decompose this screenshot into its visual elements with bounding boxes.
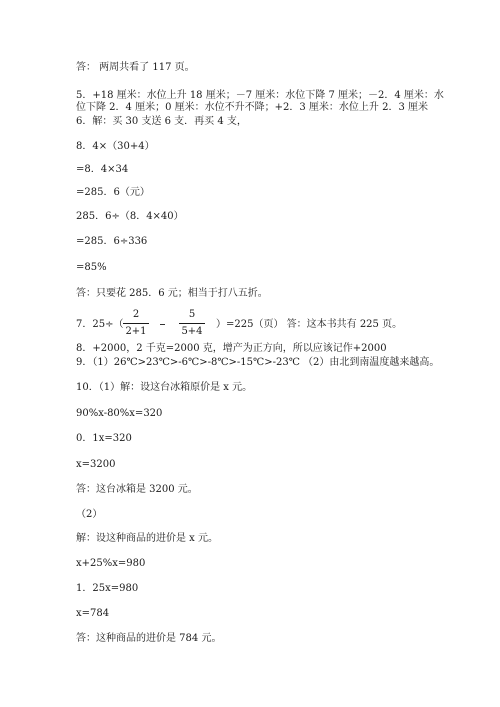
calc-step: 90%x-80%x=320 [76,408,163,419]
calc-step: =285．6（元） [76,187,150,198]
answer-cost-price: 答：这种商品的进价是 784 元。 [76,633,222,644]
answer-7-suffix: ）=225（页） 答：这本书共有 225 页。 [216,319,403,330]
answer-9: 9．（1）26℃>23℃>-6℃>-8℃>-15℃>-23℃ （2）由北到南温度越来越高。 [76,357,440,368]
calc-step: 8．4×（30+4） [76,141,155,152]
answer-10-part-2-setup: 解：设这种商品的进价是 x 元。 [76,533,218,544]
minus-sign [160,324,165,325]
calc-step: 1．25x=980 [76,583,139,594]
answer-discount: 答：只要花 285．6 元；相当于打八五折。 [76,288,268,299]
calc-step: x=3200 [76,459,116,470]
fraction-1-denominator: 2+1 [125,326,147,337]
answer-fridge-price: 答：这台冰箱是 3200 元。 [76,484,198,495]
answer-5-line-1: 5．+18 厘米：水位上升 18 厘米；－7 厘米：水位下降 7 厘米；－2．4 厘米：水 [76,90,444,101]
calc-step: =85% [76,262,107,273]
answer-6-solution: 6．解：买 30 支送 6 支．再买 4 支， [76,116,247,127]
fraction-2-numerator: 5 [188,309,196,320]
calc-step: 0．1x=320 [76,433,132,444]
answer-7-prefix: 7．25÷（ [76,319,124,330]
calc-step: x+25%x=980 [76,558,146,569]
calc-step: =8．4×34 [76,164,129,175]
answer-5-line-2: 位下降 2．4 厘米；0 厘米：水位不升不降；+2．3 厘米：水位上升 2．3 厘米 [76,102,428,113]
answer-8: 8．+2000，2 千克=2000 克，增产为正方向，所以应该记作+2000 [76,343,387,354]
fraction-2-denominator: 5+4 [181,326,203,337]
fraction-1-bar [123,323,149,324]
calc-step: 285．6÷（8．4×40） [76,211,184,222]
calc-step: x=784 [76,608,110,619]
fraction-2-bar [179,323,205,324]
calc-step: =285．6÷336 [76,236,148,247]
answer-10-part-2: （2） [76,509,103,520]
answer-10-part-1: 10．（1）解：设这台冰箱原价是 x 元。 [76,382,253,393]
fraction-1-numerator: 2 [132,309,140,320]
answer-total-pages: 答： 两周共看了 117 页。 [76,62,195,73]
